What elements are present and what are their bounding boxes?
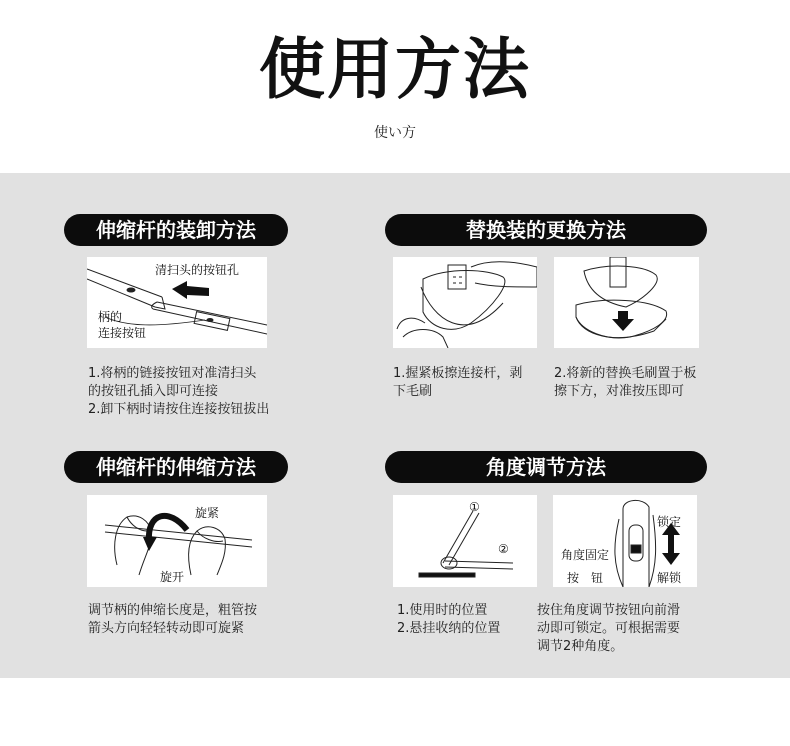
angle-button-text [537, 602, 680, 656]
text-line: 的按钮孔插入即可连接 [88, 384, 219, 399]
pole-extend-text [88, 602, 257, 638]
refill-remove-illustration [393, 257, 537, 348]
text-line: 2.卸下柄时请按住连接按钮拔出 [88, 402, 270, 417]
section-heading-pole-extend: 伸缩杆的伸缩方法 [64, 451, 288, 483]
refill-attach-text [554, 365, 696, 401]
label-unlock: 解锁 [657, 571, 682, 585]
refill-attach-illustration [554, 257, 699, 348]
text-line: 1.将柄的链接按钮对准清扫头 [88, 366, 257, 381]
text-line: 调节柄的伸缩长度是，粗管按 [88, 603, 258, 618]
text-line: 1.使用时的位置 [397, 603, 488, 618]
text-line: 箭头方向轻轻转动即可旋紧 [88, 621, 245, 636]
pole-attach-text [88, 365, 269, 419]
refill-attach-drawing [554, 257, 699, 348]
label-button-hole: 清扫头的按钮孔 [155, 263, 240, 277]
label-lock: 锁定 [657, 515, 682, 529]
section-heading-angle-adjust: 角度调节方法 [385, 451, 707, 483]
label-press: 按 [567, 571, 580, 585]
text-line: 下毛刷 [393, 384, 433, 399]
section-heading-pole-attach: 伸缩杆的装卸方法 [64, 214, 288, 246]
text-line: 2.将新的替换毛刷置于板 [554, 366, 697, 381]
refill-remove-drawing [393, 257, 537, 348]
label-handle: 柄的 [98, 310, 123, 324]
page-title: 使用方法 [259, 31, 531, 108]
angle-position-text [397, 602, 500, 638]
text-line: 擦下方，对准按压即可 [554, 384, 685, 399]
text-line: 动即可锁定。可根据需要 [537, 621, 681, 636]
page-subtitle: 使い方 [374, 125, 416, 141]
angle-position-drawing [393, 495, 537, 587]
text-line: 调节2种角度。 [537, 639, 624, 654]
refill-remove-text [393, 365, 522, 401]
label-button: 钮 [591, 571, 604, 585]
label-connect-button: 连接按钮 [98, 326, 147, 340]
label-position-one: ① [469, 500, 480, 514]
label-angle-fix: 角度固定 [561, 548, 610, 562]
label-position-two: ② [498, 542, 509, 556]
label-tighten: 旋紧 [195, 506, 220, 520]
angle-position-illustration [393, 495, 537, 587]
text-line: 2.悬挂收纳的位置 [397, 621, 501, 636]
text-line: 1.握紧板擦连接杆，剥 [393, 366, 523, 381]
section-heading-refill-replace: 替换装的更换方法 [385, 214, 707, 246]
text-line: 按住角度调节按钮向前滑 [537, 603, 681, 618]
label-loosen: 旋开 [160, 570, 185, 584]
